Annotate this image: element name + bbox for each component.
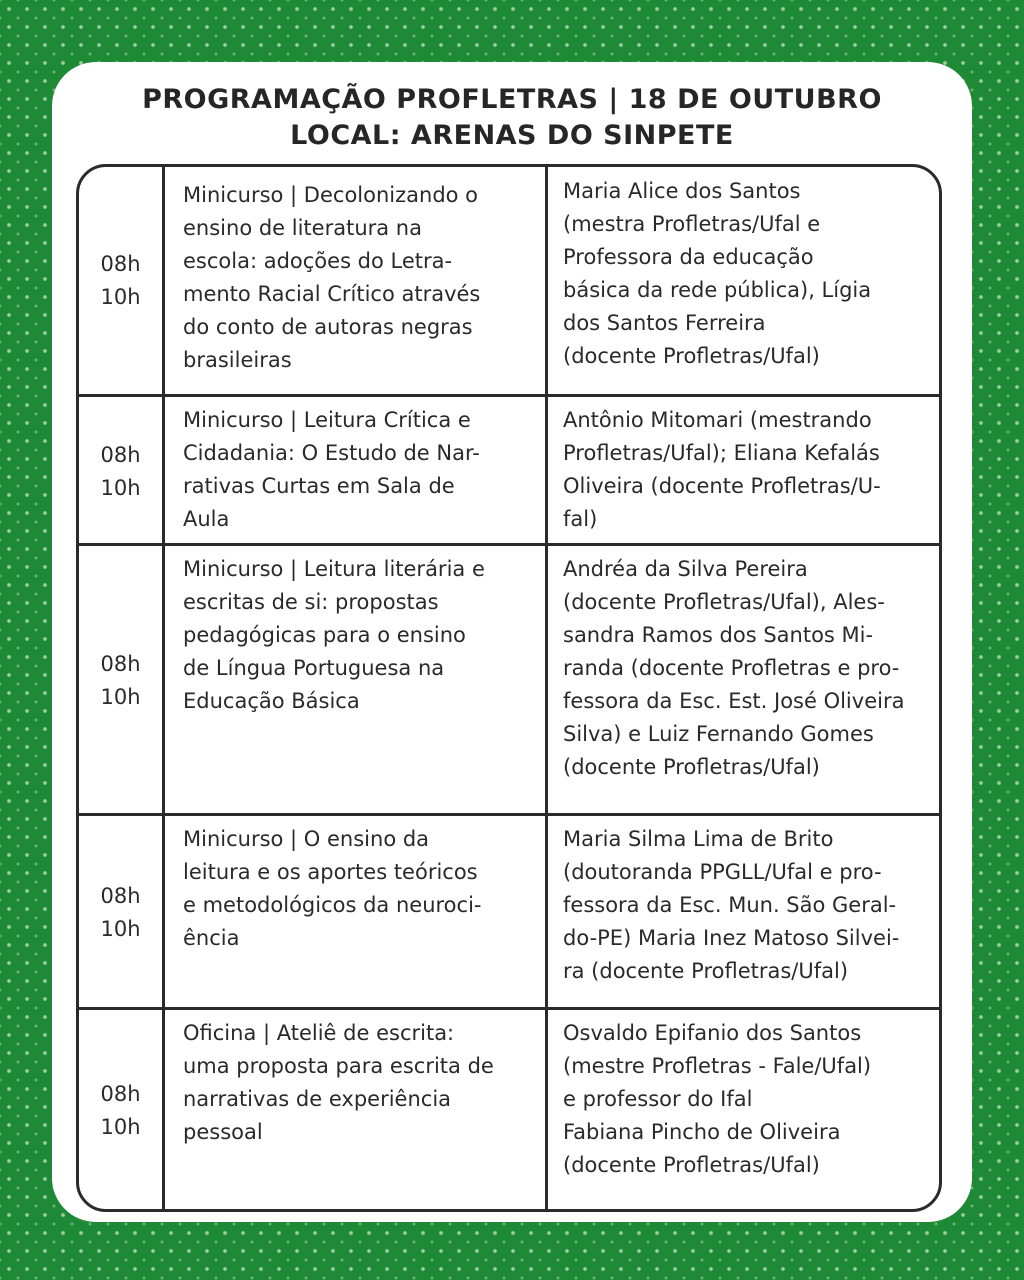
title-line: do conto de autoras negras: [183, 315, 473, 339]
session-speakers: [548, 816, 939, 1010]
session-speakers: [548, 167, 939, 394]
speaker-line: Maria Alice dos Santos: [563, 179, 801, 203]
end-time: 10h: [100, 284, 141, 309]
speaker-line: Fabiana Pincho de Oliveira: [563, 1120, 841, 1144]
title-line: pedagógicas para o ensino: [183, 623, 466, 647]
speaker-line: fessora da Esc. Mun. São Geral-: [563, 893, 897, 917]
speaker-line: Professora da educação: [563, 245, 814, 269]
session-speakers: [548, 397, 939, 546]
title-line: mento Racial Crítico através: [183, 282, 481, 306]
table-row: [79, 394, 939, 546]
title-line: Cidadania: O Estudo de Nar-: [183, 441, 480, 465]
speaker-line: básica da rede pública), Lígia: [563, 278, 872, 302]
speaker-line: (docente Profletras/Ufal): [563, 1153, 820, 1177]
speaker-line: Maria Silma Lima de Brito: [563, 827, 834, 851]
speaker-line: dos Santos Ferreira: [563, 311, 766, 335]
title-line: Oficina | Ateliê de escrita:: [183, 1021, 455, 1045]
end-time: 10h: [100, 1115, 141, 1139]
speaker-line: randa (docente Profletras e pro-: [563, 656, 900, 680]
session-title: [165, 1010, 548, 1212]
session-speakers: [548, 1010, 939, 1212]
speaker-line: Profletras/Ufal); Eliana Kefalás: [563, 441, 880, 465]
session-title: [165, 397, 548, 546]
end-time: 10h: [100, 685, 141, 709]
speaker-line: fessora da Esc. Est. José Oliveira: [563, 689, 905, 713]
speaker-line: (mestra Profletras/Ufal e: [563, 212, 821, 236]
speaker-line: ra (docente Profletras/Ufal): [563, 959, 849, 983]
start-time: 08h: [100, 442, 141, 467]
table-row: [79, 167, 939, 394]
session-speakers: [548, 546, 939, 816]
title-line: ensino de literatura na: [183, 216, 422, 240]
start-time: 08h: [100, 1082, 141, 1106]
speaker-line: (doutoranda PPGLL/Ufal e pro-: [563, 860, 882, 884]
time-cell: [79, 167, 165, 394]
start-time: 08h: [100, 251, 141, 276]
speaker-line: Andréa da Silva Pereira: [563, 557, 808, 581]
title-line: Minicurso | Decolonizando o: [183, 183, 479, 207]
session-title: [165, 546, 548, 816]
table-row: [79, 543, 939, 816]
title-line: escola: adoções do Letra-: [183, 249, 453, 273]
title-line: escritas de si: propostas: [183, 590, 439, 614]
speaker-line: do-PE) Maria Inez Matoso Silvei-: [563, 926, 900, 950]
title-line: Minicurso | Leitura Crítica e: [183, 408, 471, 432]
title-line: rativas Curtas em Sala de: [183, 474, 455, 498]
title-line: de Língua Portuguesa na: [183, 656, 445, 680]
title-line: ência: [183, 926, 240, 950]
end-time: 10h: [100, 475, 141, 500]
time-cell: [79, 397, 165, 546]
speaker-line: e professor do Ifal: [563, 1087, 753, 1111]
title-line: Minicurso | O ensino da: [183, 827, 430, 851]
table-row: [79, 813, 939, 1010]
title-line: brasileiras: [183, 348, 292, 372]
schedule-table: [76, 164, 942, 1212]
location-title: LOCAL: ARENAS DO SINPETE: [290, 120, 734, 151]
title-line: narrativas de experiência: [183, 1087, 452, 1111]
time-cell: [79, 546, 165, 816]
session-title: [165, 167, 548, 394]
speaker-line: Antônio Mitomari (mestrando: [563, 408, 872, 432]
page-title: PROGRAMAÇÃO PROFLETRAS | 18 DE OUTUBRO: [142, 84, 882, 115]
title-line: pessoal: [183, 1120, 263, 1144]
title-line: uma proposta para escrita de: [183, 1054, 494, 1078]
session-title: [165, 816, 548, 1010]
speaker-line: (docente Profletras/Ufal): [563, 344, 820, 368]
start-time: 08h: [100, 884, 141, 908]
start-time: 08h: [100, 652, 141, 676]
time-cell: [79, 1010, 165, 1212]
speaker-line: Silva) e Luiz Fernando Gomes: [563, 722, 874, 746]
speaker-line: sandra Ramos dos Santos Mi-: [563, 623, 874, 647]
end-time: 10h: [100, 917, 141, 941]
speaker-line: fal): [563, 507, 598, 531]
title-line: e metodológicos da neuroci-: [183, 893, 482, 917]
speaker-line: Oliveira (docente Profletras/U-: [563, 474, 881, 498]
speaker-line: (mestre Profletras - Fale/Ufal): [563, 1054, 872, 1078]
title-line: Minicurso | Leitura literária e: [183, 557, 485, 581]
table-row: [79, 1007, 939, 1212]
title-line: Educação Básica: [183, 689, 360, 713]
title-line: Aula: [183, 507, 230, 531]
speaker-line: (docente Profletras/Ufal): [563, 755, 820, 779]
time-cell: [79, 816, 165, 1010]
title-line: leitura e os aportes teóricos: [183, 860, 478, 884]
speaker-line: (docente Profletras/Ufal), Ales-: [563, 590, 885, 614]
speaker-line: Osvaldo Epifanio dos Santos: [563, 1021, 862, 1045]
